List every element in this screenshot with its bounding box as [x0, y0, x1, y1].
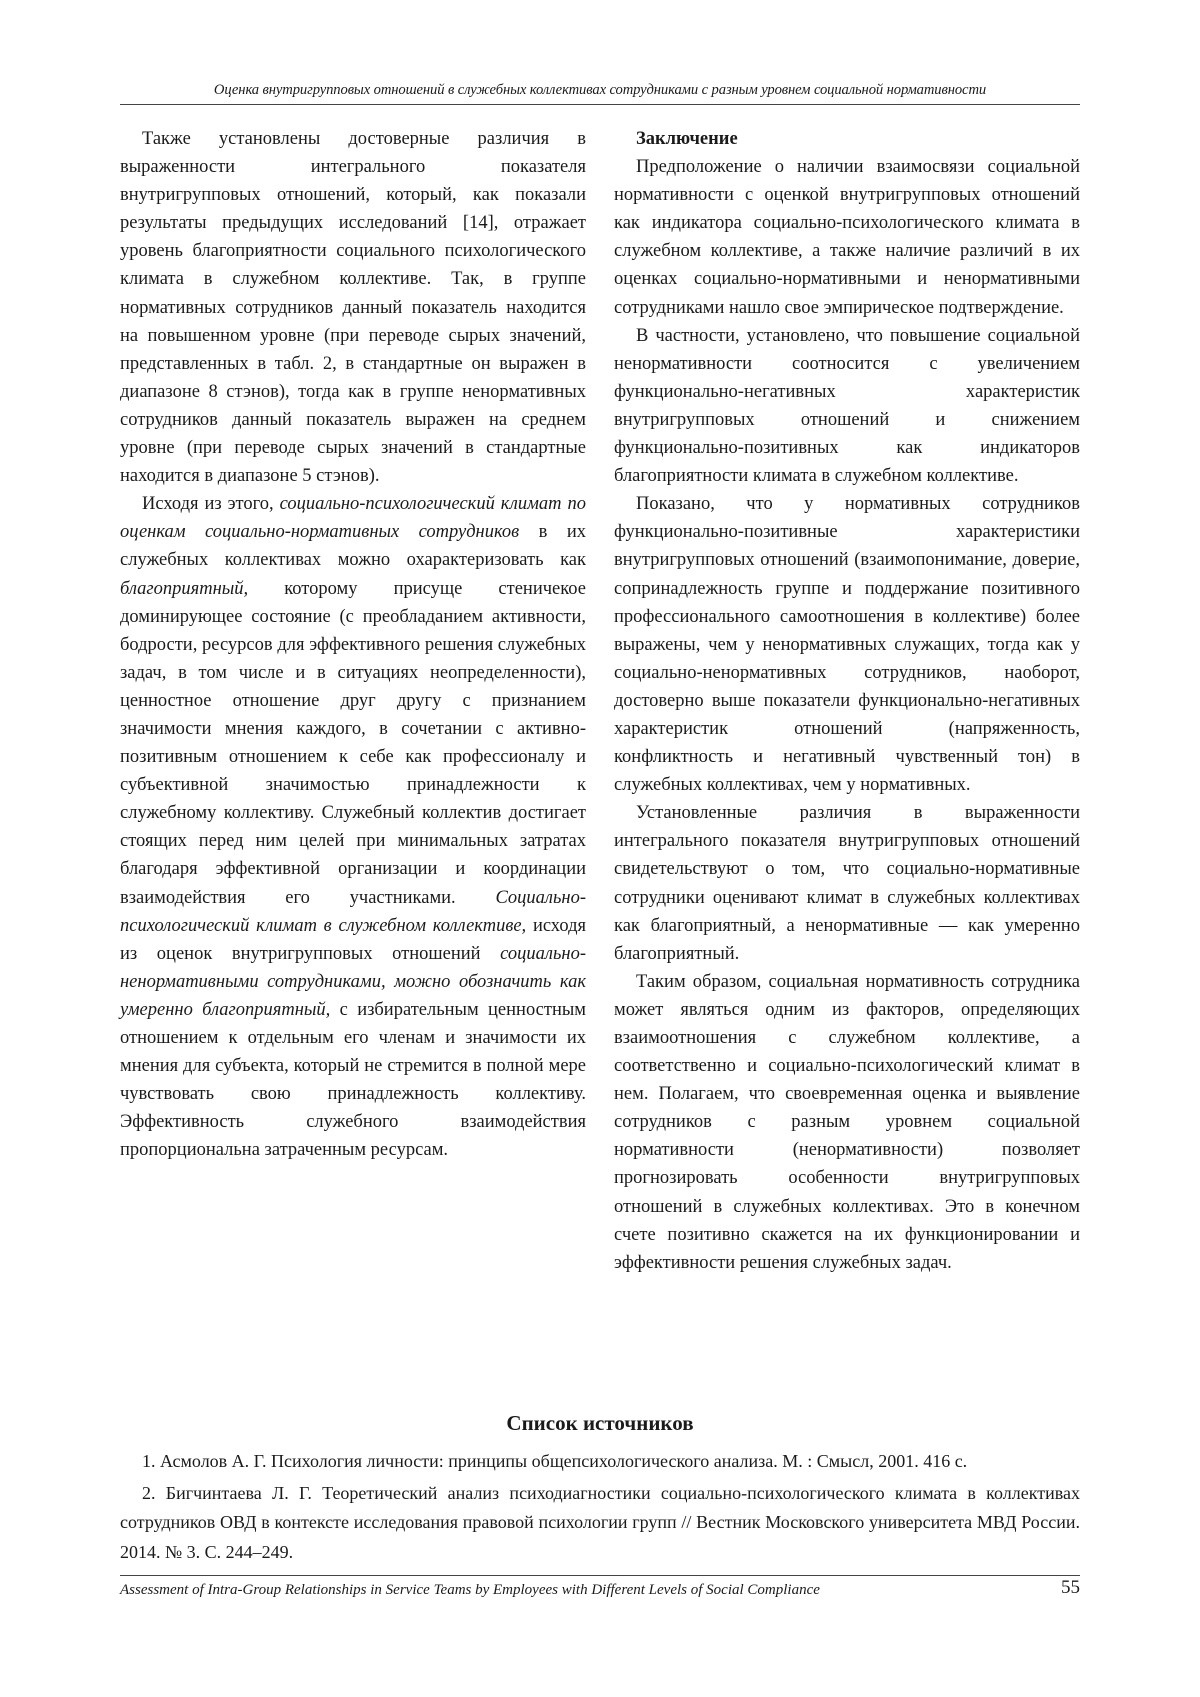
references-title: Список источников: [506, 1411, 694, 1435]
paragraph: Таким образом, социальная нормативность сотрудника может являться одним из факторов, определяющих взаимоотношения с служебном коллективе, а соответственно и социально-психологический климат в нем. Полагаем, что своевременная оценка и выявление сотрудников с разным уровнем социальной нормативности (ненормативности) позволяет прогнозировать особенности внутригрупповых отношений в служебных коллективах. Это в конечном счете позитивно скажется на их функционировании и эффективности решения служебных задач.: [614, 971, 1080, 1273]
page-number: 55: [1061, 1577, 1080, 1598]
paragraph: Предположение о наличии взаимосвязи социальной нормативности с оценкой внутригрупповых отношений как индикатора социально-психологического климата в служебном коллективе, а также наличие различий в их оценках социально-нормативными и ненормативными сотрудниками нашло свое эмпирическое подтверждение.: [614, 157, 1080, 318]
paragraph: Установленные различия в выраженности интегрального показателя внутригрупповых отношений свидетельствуют о том, что социально-нормативные сотрудники оценивают климат в служебных коллективах как благоприятный, а ненормативные — как умеренно благоприятный.: [614, 803, 1080, 964]
conclusion-heading: Заключение: [636, 129, 738, 149]
reference-item: 1. Асмолов А. Г. Психология личности: принципы общепсихологического анализа. М. : Смысл, 2001. 416 с.: [142, 1451, 968, 1471]
header-divider: [120, 104, 1080, 105]
running-header: Оценка внутригрупповых отношений в служебных коллективах сотрудниками с разным уровнем социальной нормативности: [213, 82, 987, 98]
right-column: [614, 125, 1080, 1277]
paragraph: Исходя из этого, социально-психологический климат по оценкам социально-нормативных сотрудников в их служебных коллективах можно охарактеризовать как благоприятный, которому присуще стеничекое доминирующее состояние (с преобладанием активности, бодрости, ресурсов для эффективного решения служебных задач, в том числе и в ситуациях неопределенности), ценностное отношение друг другу с признанием значимости мнения каждого, в сочетании с активно-позитивным отношением к себе как профессионалу и субъективной значимостью принадлежности к служебному коллективу. Служебный коллектив достигает стоящих перед ним целей при минимальных затратах благодаря эффективной организации и координации взаимодействия его участниками. Социально-психологический климат в служебном коллективе, исходя из оценок внутригрупповых отношений социально-ненормативными сотрудниками, можно обозначить как умеренно благоприятный, с избирательным ценностным отношением к отдельным его членам и значимости их мнения для субъекта, который не стремится в полной мере чувствовать свою принадлежность коллективу. Эффективность служебного взаимодействия пропорциональна затраченным ресурсам.: [120, 494, 586, 1161]
left-column: [120, 125, 586, 1164]
paragraph: Также установлены достоверные различия в выраженности интегрального показателя внутригрупповых отношений, который, как показали результаты предыдущих исследований [14], отражает уровень благоприятности социального психологического климата в служебном коллективе. Так, в группе нормативных сотрудников данный показатель находится на повышенном уровне (при переводе сырых значений, представленных в табл. 2, в стандартные он выражен в диапазоне 8 стэнов), тогда как в группе ненормативных сотрудников данный показатель выражен на среднем уровне (при переводе сырых значений в стандартные находится в диапазоне 5 стэнов).: [120, 129, 586, 487]
footer-english-title: Assessment of Intra-Group Relationships in Service Teams by Employees with Different Levels of Social Compliance: [120, 1582, 820, 1598]
reference-item: 2. Бигчинтаева Л. Г. Теоретический анализ психодиагностики социально-психологического климата в коллективах сотрудников ОВД в контексте исследования правовой психологии групп // Вестник Московского университета МВД России. 2014. № 3. С. 244–249.: [120, 1482, 1080, 1562]
paragraph: Показано, что у нормативных сотрудников функционально-позитивные характеристики внутригрупповых отношений (взаимопонимание, доверие, сопринадлежность группе и поддержание позитивного профессионального самоотношения в коллективе) более выражены, чем у ненормативных служащих, тогда как у социально-ненормативных сотрудников, наоборот, достоверно выше показатели функционально-негативных характеристик отношений (напряженность, конфликтность и негативный чувственный тон) в служебных коллективах, чем у нормативных.: [614, 494, 1080, 796]
footer-divider: [120, 1575, 1080, 1576]
paragraph: В частности, установлено, что повышение социальной ненормативности соотносится с увеличением функционально-негативных характеристик внутригрупповых отношений и снижением функционально-позитивных как индикаторов благоприятности климата в служебном коллективе.: [614, 325, 1080, 487]
references-list: [120, 1447, 1080, 1569]
